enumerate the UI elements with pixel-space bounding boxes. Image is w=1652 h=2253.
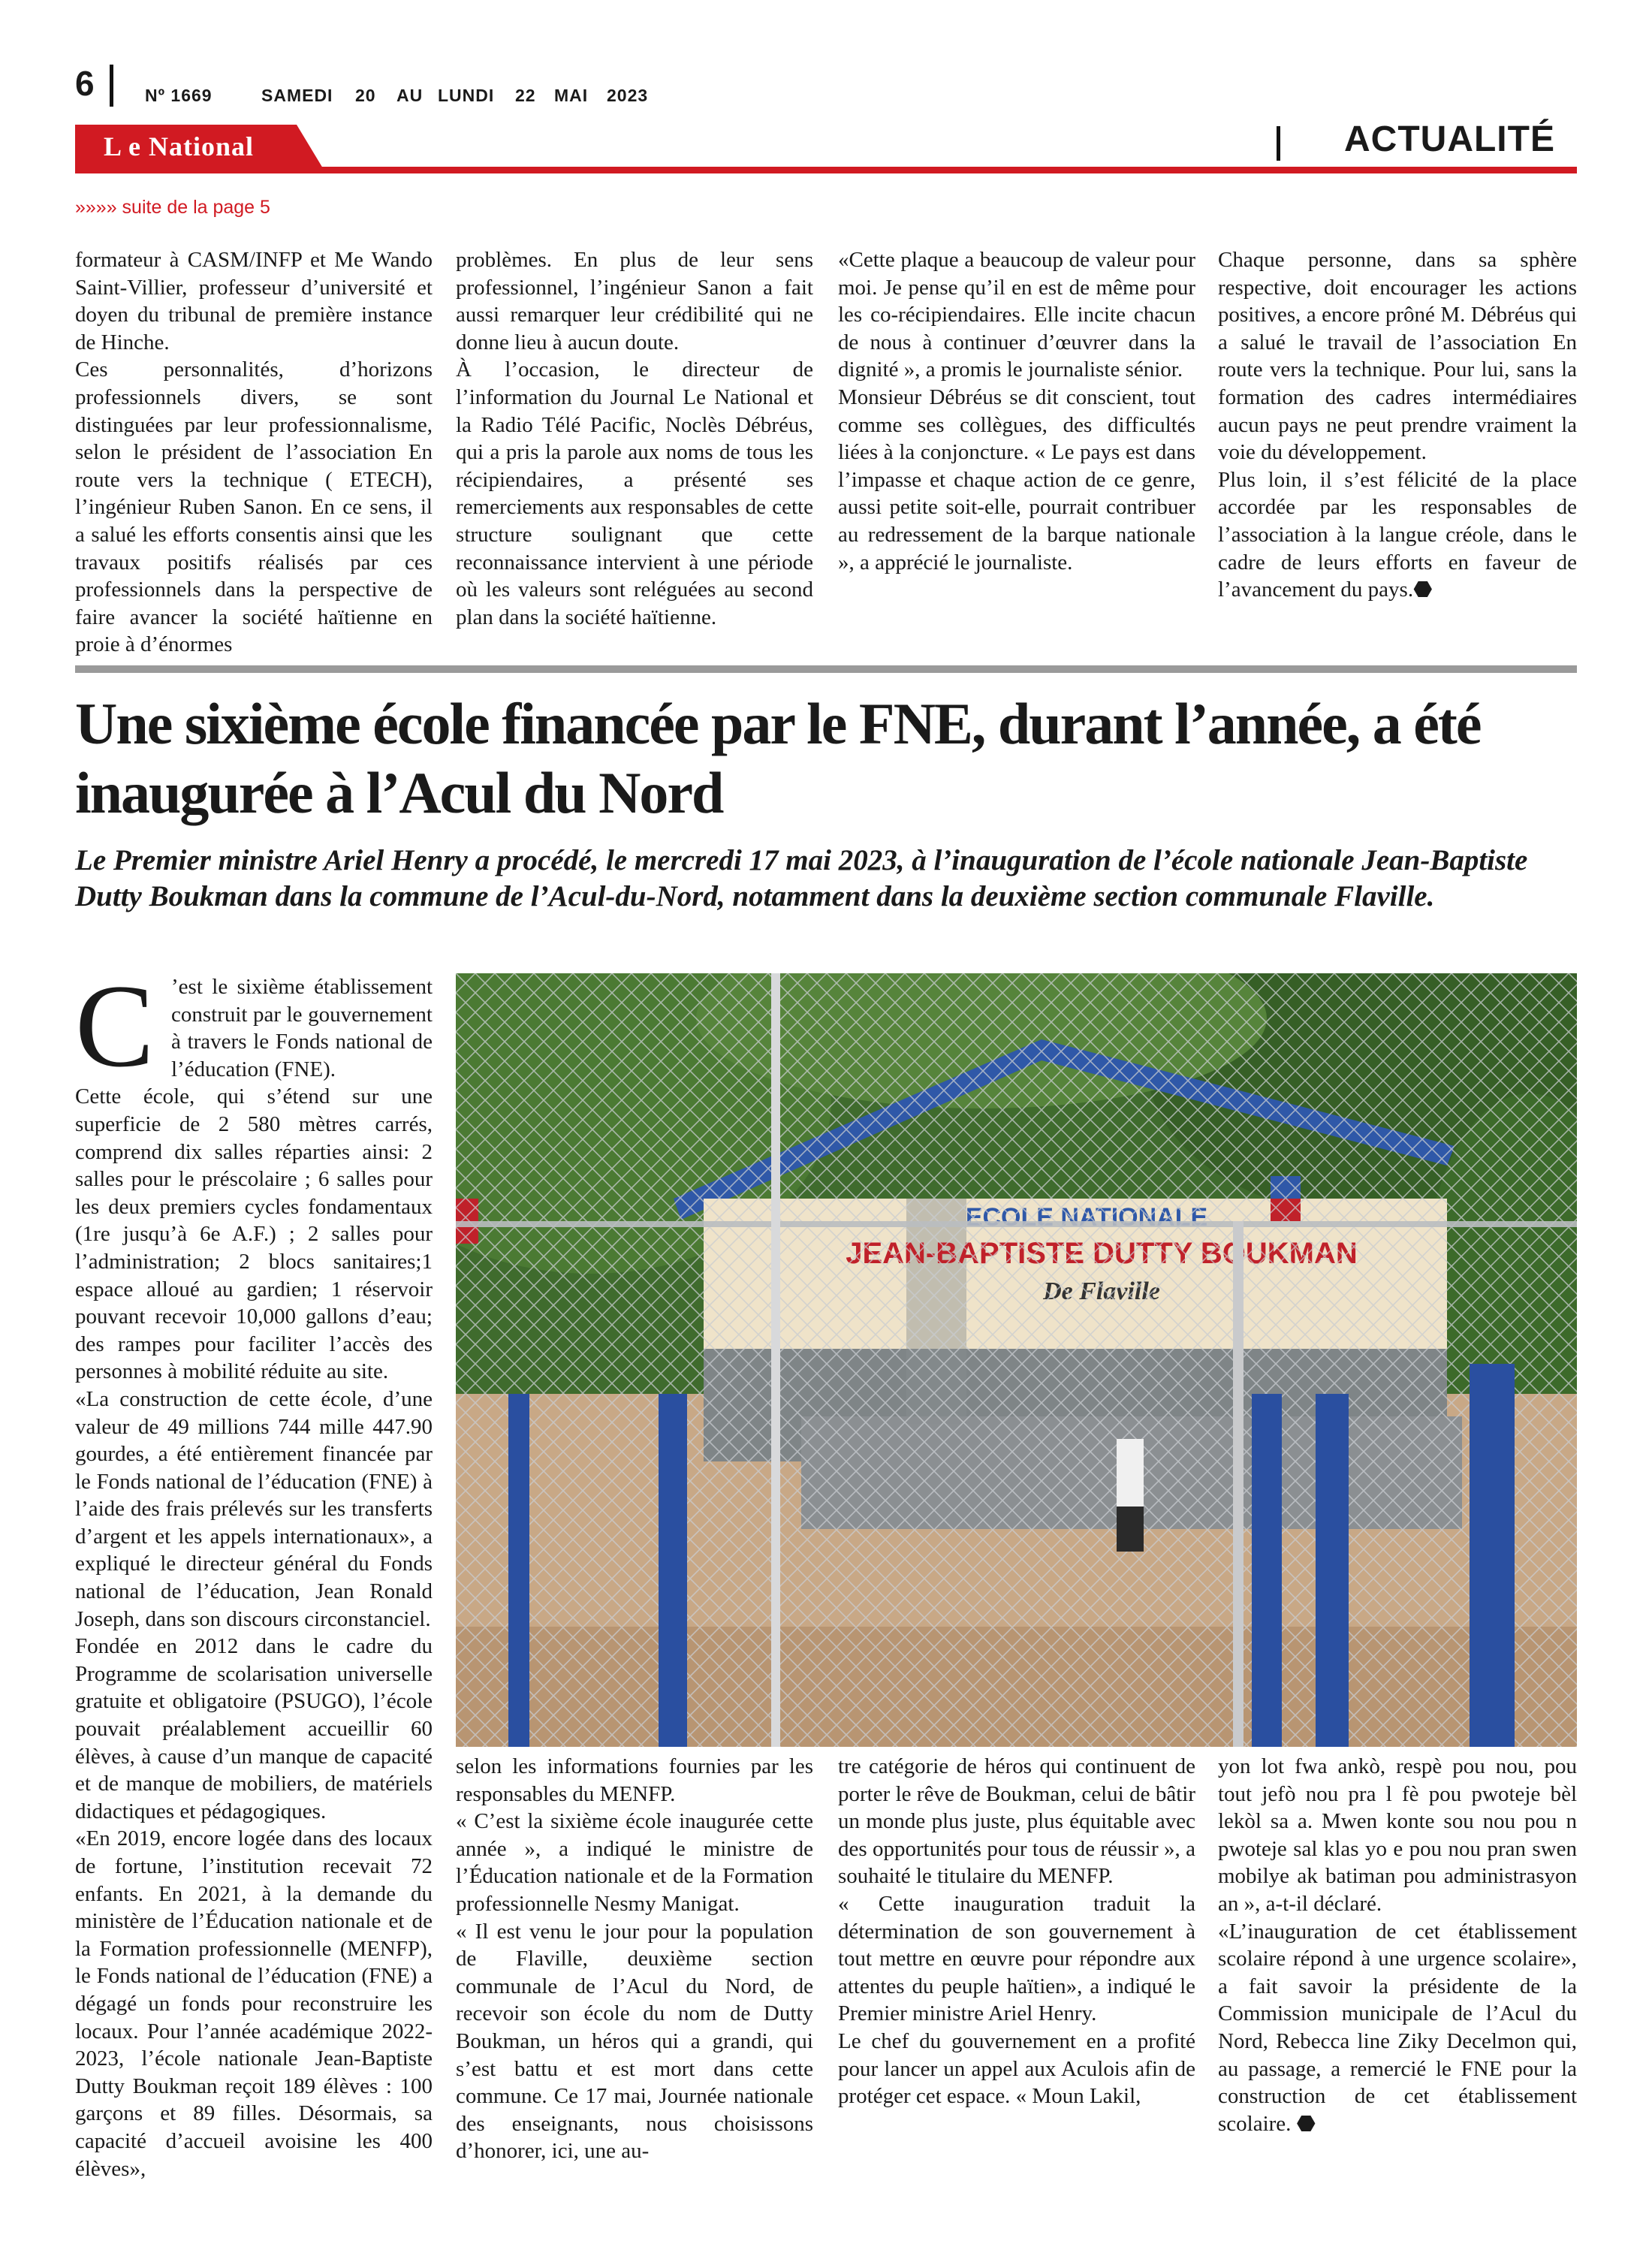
paragraph: Chaque personne, dans sa sphère respective, doit encourager les actions positives, a encore prôné M. Débréus qui a salué le travail de l’association En route vers la technique. Pour lui, sans la formation des cadres intermédiaires aucun pays ne peut prendre vraiment la voie du développement. <box>1218 248 1577 465</box>
date-day-start: SAMEDI <box>261 86 333 105</box>
paragraph: selon les informations fournies par les responsables du MENFP. <box>456 1754 813 1806</box>
paragraph: Cette école, qui s’étend sur une superficie de 2 580 mètres carrés, comprend dix salles réparties ainsi: 2 salles pour le préscolaire ; 6 salles pour les deux premiers cycles fondamentaux (1re jusqu’à 6e A.F.) ; 2 salles pour l’administration; 2 blocs sanitaires;1 espace alloué au gardien; 1 réservoir pouvant recevoir 10,000 gallons d’eau; des rampes pour faciliter l’accès des personnes à mobilité réduite au site. <box>75 1084 433 1384</box>
article-headline: Une sixième école financée par le FNE, durant l’année, a été inaugurée à l’Acul du Nord <box>75 691 1481 825</box>
paragraph: Ces personnalités, d’horizons professionnels divers, se sont distinguées par leur professionnalisme, selon le président de l’association En route vers la technique ( ETECH), l’ingénieur Ruben Sanon. En ce sens, il a salué les efforts consentis ainsi que les travaux positifs réalisés par ces professionnels dans la perspective de faire avancer la société haïtienne en proie à d’énormes <box>75 357 433 657</box>
paragraph: formateur à CASM/INFP et Me Wando Saint-Villier, professeur d’université et doyen du tribunal de première instance de Hinche. <box>75 248 433 354</box>
school-photo <box>456 973 1577 1747</box>
date-year: 2023 <box>607 86 649 105</box>
paragraph: «La construction de cette école, d’une valeur de 49 millions 744 mille 447.90 gourdes, a été entièrement financée par le Fonds national de l’éducation (FNE) à l’aide des frais prélevés sur les transferts d’argent et les appels internationaux», a expliqué le directeur général du Fonds national de l’éducation, Jean Ronald Joseph, dans son discours circonstanciel. <box>75 1386 433 1631</box>
section-title: ACTUALITÉ <box>1344 119 1555 159</box>
header-red-rule <box>75 167 1577 173</box>
page-number: 6 <box>75 64 95 103</box>
paragraph: « Il est venu le jour pour la population de Flaville, deuxième section communale de l’Acul du Nord, de recevoir son école du nom de Dutty Boukman, un héros qui a grandi, qui s’est battu et est mort dans cette commune. Ce 17 mai, Journée nationale des enseignants, nous choisissons d’honorer, ici, une au- <box>456 1919 813 2164</box>
continued-column-4 <box>1218 246 1577 604</box>
paragraph-opening: ’est le sixième établissement construit par le gouvernement à travers le Fonds national de l’éducation (FNE). <box>171 975 433 1081</box>
continued-column-1 <box>75 246 433 659</box>
date-num-end: 22 <box>515 86 536 105</box>
paragraph: problèmes. En plus de leur sens professionnel, l’ingénieur Sanon a fait aussi remarquer leur crédibilité qui ne donne lieu à aucun doute. <box>456 248 813 354</box>
paragraph: « C’est la sixième école inaugurée cette année », a indiqué le ministre de l’Éducation nationale et de la Formation professionnelle Nesmy Manigat. <box>456 1809 813 1916</box>
issue-number: Nº 1669 <box>145 86 213 105</box>
drop-cap: C <box>75 961 155 1092</box>
paragraph: Fondée en 2012 dans le cadre du Programme de scolarisation universelle gratuite et obligatoire (PSUGO), l’école pouvait préalablement accueillir 60 élèves, à cause d’un manque de capacité et de manque de mobiliers, de matériels didactiques et pédagogiques. <box>75 1634 433 1823</box>
article-column-4 <box>1218 1753 1577 2137</box>
date-num-start: 20 <box>355 86 376 105</box>
date-day-end: LUNDI <box>438 86 495 105</box>
article-separator <box>75 665 1577 673</box>
paragraph: Plus loin, il s’est félicité de la place accordée par les responsables de l’association à la langue créole, dans le cadre de leurs efforts en faveur de l’avancement du pays.⬣ <box>1218 467 1577 602</box>
paragraph: Monsieur Débréus se dit conscient, tout comme ses collègues, des difficultés liées à la conjoncture. « Le pays est dans l’impasse et chaque action de ce genre, aussi petite soit-elle, pourrait contribuer au redressement de la barque nationale », a apprécié le journaliste. <box>838 385 1195 575</box>
date-month: MAI <box>554 86 589 105</box>
newspaper-brand: L e National <box>104 131 255 161</box>
paragraph: À l’occasion, le directeur de l’information du Journal Le National et la Radio Télé Pacific, Noclès Débréus, qui a pris la parole aux noms de tous les récipiendaires, a présenté ses remerciements aux responsables de cette structure soulignant que cette reconnaissance intervient à une période où les valeurs sont reléguées au second plan dans la société haïtienne. <box>456 357 813 629</box>
continued-column-3 <box>838 246 1195 576</box>
page-number-divider <box>110 65 113 107</box>
paragraph: Le chef du gouvernement en a profité pour lancer un appel aux Aculois afin de protéger cet espace. « Moun Lakil, <box>838 2028 1195 2109</box>
article-column-1 <box>75 973 433 2182</box>
article-column-3 <box>838 1753 1195 2110</box>
paragraph: « Cette inauguration traduit la détermination de son gouvernement à tout mettre en œuvre pour répondre aux attentes du peuple haïtien», a indiqué le Premier ministre Ariel Henry. <box>838 1891 1195 2026</box>
paragraph: «En 2019, encore logée dans des locaux de fortune, l’institution recevait 72 enfants. En 2021, à la demande du ministère de l’Éducation nationale et de la Formation professionnelle (MENFP), le Fonds national de l’éducation (FNE) a dégagé un fonds pour reconstruire les locaux. Pour l’année académique 2022-2023, l’école nationale Jean-Baptiste Dutty Boukman reçoit 189 élèves : 100 garçons et 89 filles. Désormais, sa capacité d’accueil avoisine les 400 élèves», <box>75 1826 433 2181</box>
article-lede: Le Premier ministre Ariel Henry a procédé, le mercredi 17 mai 2023, à l’inauguration de l’école nationale Jean-Baptiste Dutty Boukman dans la commune de l’Acul-du-Nord, notamment dans la deuxième section communale Flaville. <box>75 844 1528 912</box>
article-column-2 <box>456 1753 813 2165</box>
paragraph: yon lot fwa ankò, respè pou nou, pou tout jefò nou pra l fè pou pwoteje bèl lekòl sa a. Mwen konte sou nou pou n pwoteje sal klas yo e pou nou pran swen mobilye ak batiman pou administrasyon an », a-t-il déclaré. <box>1218 1754 1577 1916</box>
date-au: AU <box>396 86 424 105</box>
paragraph: tre catégorie de héros qui continuent de porter le rêve de Boukman, celui de bâtir un monde plus juste, plus équitable avec des opportunités pour tous de réussir », a souhaité le titulaire du MENFP. <box>838 1754 1195 1889</box>
continued-from-label: »»»» suite de la page 5 <box>75 197 270 218</box>
paragraph: «L’inauguration de cet établissement scolaire répond à une urgence scolaire», a fait savoir la présidente de la Commission municipale de l’Acul du Nord, Rebecca line Ziky Decelmon qui, au passage, a remercié le FNE pour la construction de cet établissement scolaire. ⬣ <box>1218 1919 1577 2136</box>
paragraph: «Cette plaque a beaucoup de valeur pour moi. Je pense qu’il en est de même pour les co-récipiendaires. Elle incite chacun de nous à continuer d’œuvrer dans la dignité », a promis le journaliste sénior. <box>838 248 1195 382</box>
section-divider <box>1277 126 1280 161</box>
continued-column-2 <box>456 246 813 631</box>
